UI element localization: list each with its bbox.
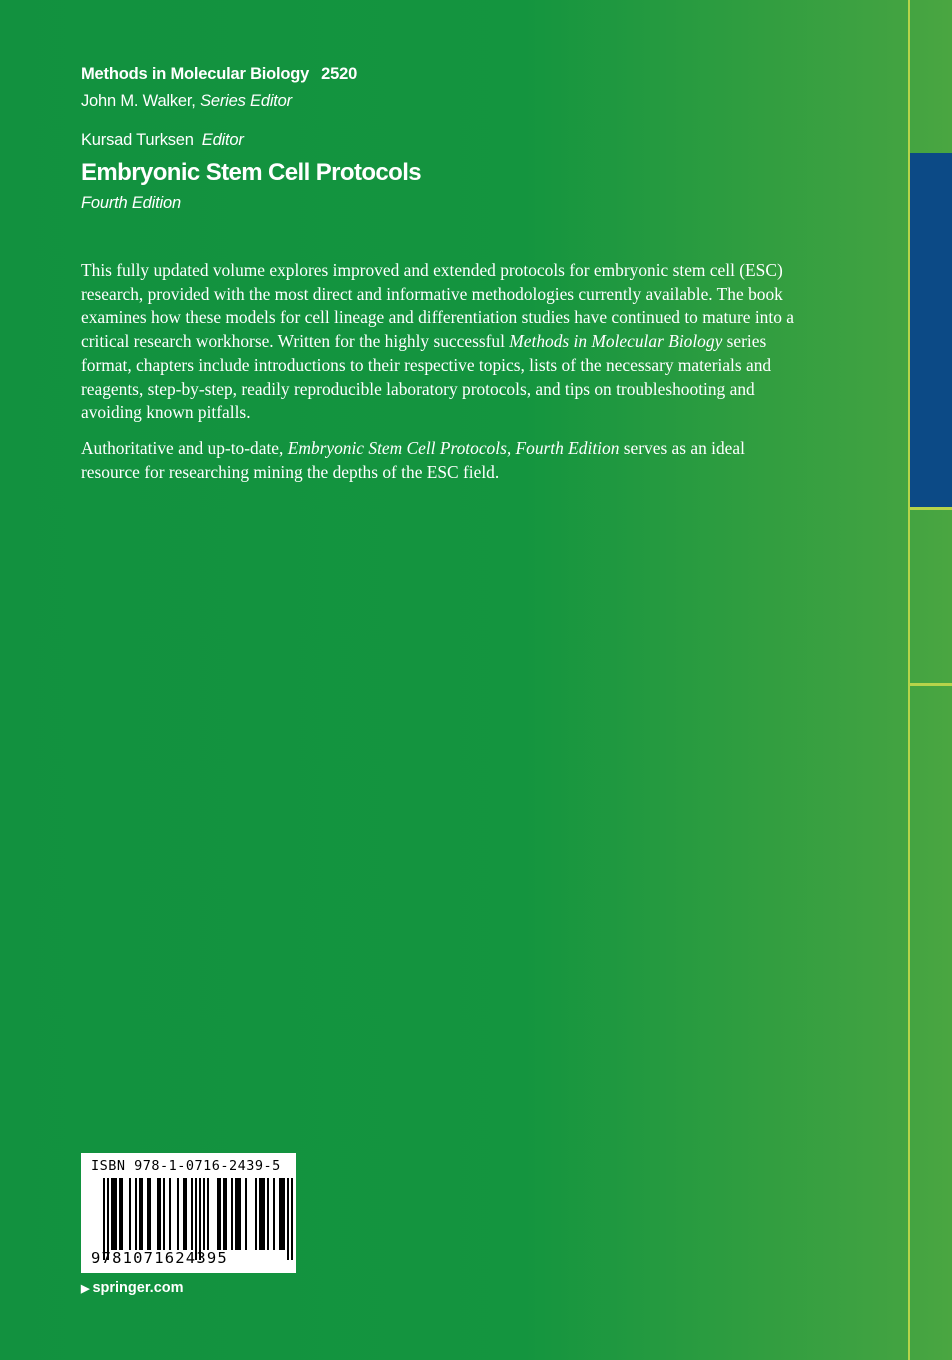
isbn-label: ISBN 978-1-0716-2439-5 xyxy=(91,1158,281,1174)
blurb-p1-text-b: series format, chapters include introductions to their respective topics, lists of the necessary materials and reagents, step-by-step, readily reproducible laboratory protocols, and tips on troubleshooting and avoiding known pitfalls. xyxy=(81,331,772,423)
barcode-bar xyxy=(103,1178,105,1260)
series-name: Methods in Molecular Biology xyxy=(81,65,310,83)
book-edition: Fourth Edition xyxy=(81,194,181,212)
barcode-bar xyxy=(291,1178,293,1260)
barcode-bar xyxy=(163,1178,165,1250)
series-heading xyxy=(81,65,357,84)
barcode-bar xyxy=(183,1178,187,1250)
barcode-bar xyxy=(107,1178,109,1260)
barcode-bar xyxy=(169,1178,171,1250)
book-title: Embryonic Stem Cell Protocols xyxy=(81,159,422,186)
barcode-bar xyxy=(287,1178,289,1260)
isbn-barcode xyxy=(81,1153,296,1273)
barcode-bar xyxy=(267,1178,269,1250)
barcode-bar xyxy=(273,1178,275,1250)
back-cover-blurb xyxy=(81,259,797,496)
series-editor-line xyxy=(81,92,292,111)
barcode-bar xyxy=(245,1178,247,1250)
blurb-paragraph-2 xyxy=(81,437,797,484)
blurb-p1-series-italic: Methods in Molecular Biology xyxy=(509,331,723,352)
spine-color-block xyxy=(910,153,952,507)
barcode-bar xyxy=(195,1178,197,1260)
barcode-bar xyxy=(217,1178,221,1250)
series-editor-name: John M. Walker, xyxy=(81,92,196,110)
barcode-bar xyxy=(279,1178,285,1250)
blurb-p2-text-b: serves as an ideal resource for researching mining the depths of the ESC field. xyxy=(81,437,745,482)
publisher-link[interactable] xyxy=(81,1280,184,1296)
ean-digits: 9781071624395 xyxy=(91,1249,228,1267)
publisher-url: springer.com xyxy=(92,1280,184,1296)
barcode-bar xyxy=(259,1178,265,1250)
blurb-p2-text-a: Authoritative and up-to-date, xyxy=(81,437,284,458)
series-editor-role: Series Editor xyxy=(200,92,292,110)
barcode-bar xyxy=(129,1178,131,1250)
barcode-bar xyxy=(191,1178,193,1250)
barcode-bar xyxy=(177,1178,179,1250)
spine-rule-upper xyxy=(910,507,952,510)
barcode-bar xyxy=(223,1178,227,1250)
triangle-right-icon: ▶ xyxy=(81,1283,90,1295)
spine-rule-lower xyxy=(910,683,952,686)
blurb-p1-text-a: This fully updated volume explores improved and extended protocols for embryonic stem cell (ESC) research, provided with the most direct and informative methodologies currently available. The book examines how these models for cell lineage and differentiation studies have continued to mature into a critical research workhorse. Written for the highly successful xyxy=(81,260,794,352)
barcode-bar xyxy=(147,1178,151,1250)
barcode-bar xyxy=(207,1178,209,1250)
blurb-paragraph-1 xyxy=(81,259,797,425)
barcode-bar xyxy=(235,1178,241,1250)
volume-editor-line xyxy=(81,131,244,150)
barcode-bar xyxy=(139,1178,143,1250)
barcode-bar xyxy=(111,1178,117,1250)
barcode-bar xyxy=(255,1178,257,1250)
blurb-p2-title-italic: Embryonic Stem Cell Protocols, Fourth Edition xyxy=(287,437,620,458)
editor-role: Editor xyxy=(201,131,244,149)
barcode-bar xyxy=(119,1178,123,1250)
barcode-bar xyxy=(203,1178,205,1250)
series-number: 2520 xyxy=(321,65,358,83)
barcode-bar xyxy=(199,1178,201,1260)
barcode-bar xyxy=(231,1178,233,1250)
barcode-bar xyxy=(135,1178,137,1250)
editor-name: Kursad Turksen xyxy=(81,131,194,149)
barcode-bar xyxy=(157,1178,161,1250)
